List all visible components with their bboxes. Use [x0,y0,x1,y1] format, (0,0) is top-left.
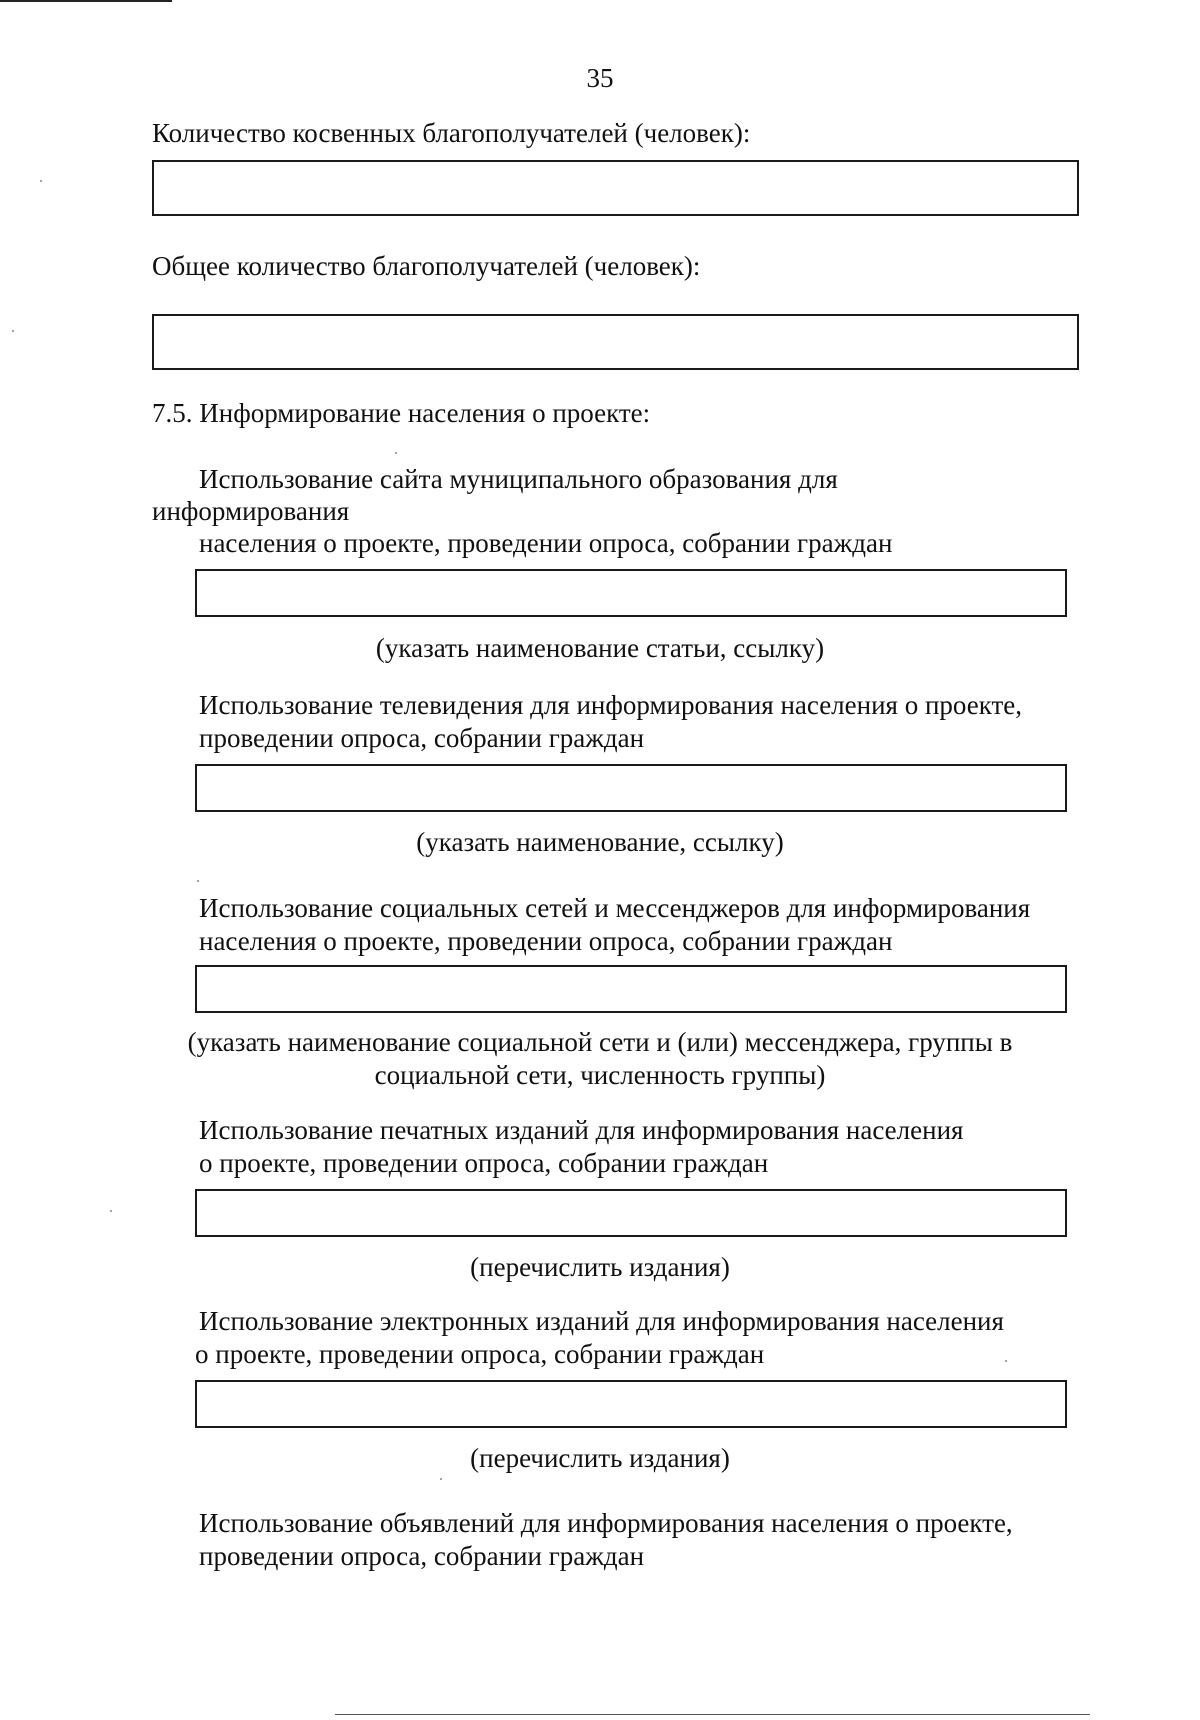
indirect-beneficiaries-field[interactable] [152,160,1079,216]
television-text-line2: проведении опроса, собрании граждан [199,723,645,753]
scan-speck [440,1478,442,1480]
scan-edge-bottom [335,1714,1090,1715]
television-field[interactable] [195,764,1067,812]
indirect-beneficiaries-label: Количество косвенных благополучателей (человек): [152,118,751,148]
electronic-media-text-line2: о проекте, проведении опроса, собрании граждан [195,1339,765,1369]
television-hint: (указать наименование, ссылку) [416,827,784,857]
website-text-line1: Использование сайта муниципального образования для [199,464,838,494]
scan-speck [12,330,14,332]
total-beneficiaries-field[interactable] [152,314,1079,370]
total-beneficiaries-label: Общее количество благополучателей (человек): [152,251,701,281]
print-media-hint: (перечислить издания) [470,1252,730,1282]
electronic-media-field[interactable] [195,1380,1067,1428]
scan-edge-top [0,0,172,2]
social-hint-line2: социальной сети, численность группы) [374,1060,826,1090]
website-text-line3: населения о проекте, проведении опроса, собрании граждан [199,528,893,558]
social-text-line2: населения о проекте, проведении опроса, собрании граждан [199,926,893,956]
scan-speck [197,880,199,882]
social-hint-line1: (указать наименование социальной сети и (или) мессенджера, группы в [187,1027,1013,1057]
social-field[interactable] [195,965,1067,1013]
electronic-media-hint: (перечислить издания) [470,1443,730,1473]
scan-speck [40,180,42,182]
scan-speck [110,1210,112,1212]
electronic-media-text-line1: Использование электронных изданий для информирования населения [199,1306,1004,1336]
website-text-line2: информирования [152,496,350,526]
television-text-line1: Использование телевидения для информирования населения о проекте, [199,690,1023,720]
scan-speck [1005,1360,1007,1362]
print-media-text-line2: о проекте, проведении опроса, собрании граждан [199,1148,769,1178]
website-hint: (указать наименование статьи, ссылку) [375,633,825,663]
page-number: 35 [586,63,614,93]
scan-speck [395,452,397,454]
website-field[interactable] [195,569,1067,617]
announcements-text-line1: Использование объявлений для информирования населения о проекте, [199,1508,1013,1538]
social-text-line1: Использование социальных сетей и мессенджеров для информирования [199,893,1031,923]
section-title: 7.5. Информирование населения о проекте: [152,398,651,428]
print-media-text-line1: Использование печатных изданий для информирования населения [199,1115,964,1145]
print-media-field[interactable] [195,1189,1067,1237]
announcements-text-line2: проведении опроса, собрании граждан [199,1541,645,1571]
